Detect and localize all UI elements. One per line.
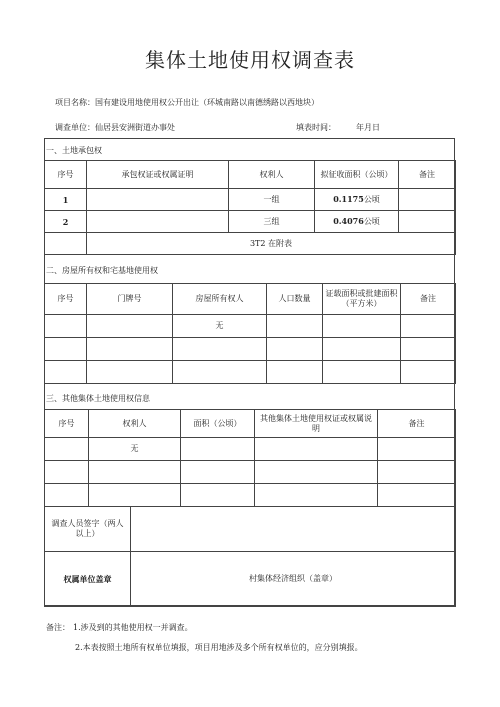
surveyor-unit-row [55, 122, 175, 133]
header-cell: 权利人 [229, 161, 315, 189]
cell[interactable] [45, 438, 89, 461]
cell[interactable] [401, 315, 456, 338]
cell[interactable] [45, 461, 89, 484]
section2-header-row [45, 284, 456, 315]
header-cell: 备注 [378, 410, 456, 438]
header-cell: 证载面积或批建面积（平方米） [323, 284, 401, 315]
cert-cell[interactable] [87, 211, 229, 233]
cell[interactable] [255, 461, 378, 484]
project-row [55, 97, 319, 108]
owner-cell: 一组 [229, 189, 315, 211]
notes-line-2 [75, 642, 363, 653]
notes-item: 2.本表按照土地所有权单位填报，项目用地涉及多个所有权单位的，应分别填报。 [75, 643, 363, 652]
cell[interactable] [45, 315, 87, 338]
cell[interactable] [89, 484, 181, 507]
header-cell: 序号 [45, 284, 87, 315]
cell[interactable] [378, 484, 456, 507]
cell[interactable] [87, 315, 173, 338]
project-value: 国有建设用地使用权公开出让（环城南路以南德绣路以西地块） [95, 98, 319, 107]
fill-date-row [296, 122, 380, 133]
header-cell: 门牌号 [87, 284, 173, 315]
surveyor-unit-value: 仙居县安洲街道办事处 [95, 123, 175, 132]
note-cell[interactable] [399, 211, 456, 233]
cell[interactable] [267, 315, 323, 338]
cell[interactable] [181, 438, 255, 461]
signature-row [45, 507, 456, 552]
table-row [45, 233, 456, 255]
section3-title: 三、其他集体土地使用权信息 [46, 394, 150, 403]
fill-date-value: 年月日 [356, 123, 380, 132]
section3-table [44, 409, 456, 507]
header-cell: 承包权证或权属证明 [87, 161, 229, 189]
stamp-row [45, 552, 456, 607]
header-cell: 备注 [399, 161, 456, 189]
section3-header-row [45, 410, 456, 438]
area-unit: 公顷 [363, 217, 380, 226]
signature-label: 调查人员签字（两人以上） [45, 507, 131, 552]
notes-line-1 [46, 622, 193, 633]
section1-table [44, 160, 456, 255]
none-value: 无 [173, 315, 267, 338]
project-label: 项目名称： [55, 98, 95, 107]
cell[interactable] [181, 484, 255, 507]
table-row [45, 315, 456, 338]
cell[interactable] [401, 361, 456, 384]
header-cell: 序号 [45, 410, 89, 438]
stamp-field[interactable]: 村集体经济组织（盖章） [131, 552, 456, 607]
area-value: 0.4076 [333, 216, 364, 226]
table-row [45, 189, 456, 211]
attachment-note: 3T2 在附表 [87, 233, 456, 255]
cell[interactable] [323, 361, 401, 384]
header-cell: 序号 [45, 161, 87, 189]
table-row [45, 438, 456, 461]
cell[interactable] [378, 461, 456, 484]
header-cell: 其他集体土地使用权证或权属说明 [255, 410, 378, 438]
signature-table [44, 506, 456, 607]
stamp-label: 权属单位盖章 [45, 552, 131, 607]
note-cell[interactable] [399, 189, 456, 211]
area-cell [315, 189, 399, 211]
owner-cell: 三组 [229, 211, 315, 233]
area-unit: 公顷 [363, 195, 380, 204]
header-cell: 备注 [401, 284, 456, 315]
cell[interactable] [378, 438, 456, 461]
empty-cell [45, 233, 87, 255]
cell[interactable] [45, 361, 87, 384]
section2-table [44, 283, 456, 384]
page-title: 集体土地使用权调查表 [145, 48, 355, 72]
signature-field[interactable] [131, 507, 456, 552]
area-cell [315, 211, 399, 233]
header-cell: 拟征收面积（公顷） [315, 161, 399, 189]
cell[interactable] [45, 484, 89, 507]
table-row [45, 361, 456, 384]
header-cell: 房屋所有权人 [173, 284, 267, 315]
table-row [45, 211, 456, 233]
cell[interactable] [323, 315, 401, 338]
cell[interactable] [181, 461, 255, 484]
section1-header-row [45, 161, 456, 189]
surveyor-unit-label: 调查单位： [55, 123, 95, 132]
cell[interactable] [173, 338, 267, 361]
section1-title: 一、土地承包权 [46, 146, 102, 155]
cell[interactable] [401, 338, 456, 361]
cell[interactable] [87, 338, 173, 361]
header-cell: 面积（公顷） [181, 410, 255, 438]
cell[interactable] [323, 338, 401, 361]
table-row [45, 484, 456, 507]
notes-prefix: 备注： [46, 623, 70, 632]
cell[interactable] [267, 361, 323, 384]
row-number: 2 [45, 211, 87, 233]
fill-date-label: 填表时间： [296, 123, 336, 132]
cell[interactable] [89, 461, 181, 484]
table-row [45, 338, 456, 361]
table-row [45, 461, 456, 484]
notes-item: 1.涉及到的其他使用权一并调查。 [73, 623, 193, 632]
header-cell: 权利人 [89, 410, 181, 438]
none-value: 无 [89, 438, 181, 461]
cell[interactable] [173, 361, 267, 384]
area-value: 0.1175 [333, 194, 364, 204]
cell[interactable] [255, 438, 378, 461]
cell[interactable] [45, 338, 87, 361]
cert-cell[interactable] [87, 189, 229, 211]
row-number: 1 [45, 189, 87, 211]
section2-title: 二、房屋所有权和宅基地使用权 [46, 266, 158, 275]
cell[interactable] [87, 361, 173, 384]
cell[interactable] [255, 484, 378, 507]
cell[interactable] [267, 338, 323, 361]
header-cell: 人口数量 [267, 284, 323, 315]
